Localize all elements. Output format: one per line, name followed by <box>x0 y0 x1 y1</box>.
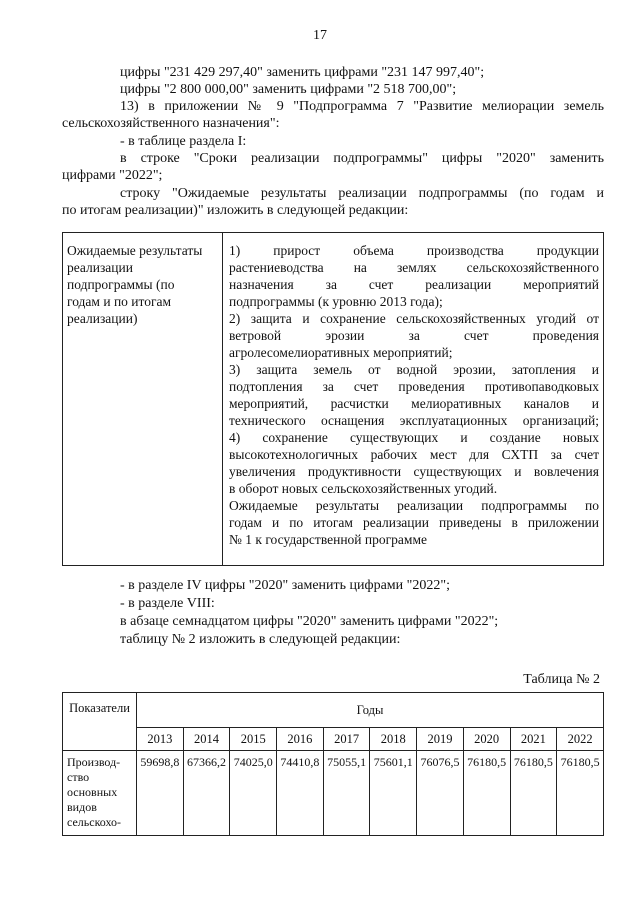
after-line-2: - в разделе VIII: <box>120 596 215 611</box>
label-line: годам и по итогам <box>67 294 172 309</box>
indicator-name-line: Производ- <box>67 755 121 769</box>
year-header-cell: 2015 <box>230 728 277 751</box>
content-line: 4) сохранение существующих и создание новых <box>229 430 599 445</box>
table-2-caption: Таблица № 2 <box>523 672 600 687</box>
year-header-cell: 2017 <box>323 728 370 751</box>
content-line: мероприятий, расчистки мелиоративных каналов и <box>229 396 599 411</box>
content-line: назначения за счет реализации мероприятий <box>229 277 599 292</box>
value-cell: 74025,0 <box>230 751 277 836</box>
indicator-name-line: сельскохо- <box>67 815 122 829</box>
expected-results-table <box>62 232 604 566</box>
page-number: 17 <box>313 28 327 43</box>
after-line-4: таблицу № 2 изложить в следующей редакции: <box>120 632 401 647</box>
intro-line-6b: по итогам реализации)" изложить в следующей редакции: <box>62 203 409 218</box>
value-cell: 67366,2 <box>183 751 230 836</box>
intro-line-5a: в строке "Сроки реализации подпрограммы" цифры "2020" заменить <box>120 151 604 166</box>
label-line: подпрограммы (по <box>67 277 175 292</box>
content-line: годам и по итогам реализации приведены в приложении <box>229 515 599 530</box>
label-line: Ожидаемые результаты <box>67 243 203 258</box>
after-line-3: в абзаце семнадцатом цифры "2020" заменить цифрами "2022"; <box>120 614 499 629</box>
value-cell: 76076,5 <box>417 751 464 836</box>
intro-line-2: цифры "2 800 000,00" заменить цифрами "2 518 700,00"; <box>120 82 457 97</box>
year-header-cell: 2014 <box>183 728 230 751</box>
year-header-cell: 2020 <box>463 728 510 751</box>
content-line: в оборот новых сельскохозяйственных угодий. <box>229 481 498 496</box>
indicators-header: Показатели <box>63 693 137 751</box>
years-header: Годы <box>137 693 604 728</box>
year-header-cell: 2016 <box>277 728 324 751</box>
content-line: Ожидаемые результаты реализации подпрограммы по <box>229 498 599 513</box>
indicator-name-cell <box>63 751 137 836</box>
year-header-cell: 2021 <box>510 728 557 751</box>
expected-results-label-cell <box>63 233 223 565</box>
indicator-name-line: видов <box>67 800 97 814</box>
value-cell: 76180,5 <box>510 751 557 836</box>
content-line: подпрограммы (к уровню 2013 года); <box>229 294 443 309</box>
label-line: реализации) <box>67 311 138 326</box>
indicators-by-year-table <box>62 692 604 836</box>
table-row <box>63 751 604 836</box>
intro-line-3a: 13) в приложении № 9 "Подпрограмма 7 "Развитие мелиорации земель <box>120 99 604 114</box>
content-line: технического оснащения эксплуатационных организаций; <box>229 413 599 428</box>
label-line: реализации <box>67 260 133 275</box>
expected-results-content-cell <box>223 233 603 565</box>
after-line-1: - в разделе IV цифры "2020" заменить цифрами "2022"; <box>120 578 450 593</box>
intro-line-1: цифры "231 429 297,40" заменить цифрами "231 147 997,40"; <box>120 65 485 80</box>
content-line: ветровой эрозии за счет проведения <box>229 328 599 343</box>
content-line: подтопления за счет проведения противопаводковых <box>229 379 599 394</box>
value-cell: 75055,1 <box>323 751 370 836</box>
intro-line-5b: цифрами "2022"; <box>62 168 163 183</box>
content-line: высокотехнологичных рабочих мест для СХТП за счет <box>229 447 599 462</box>
content-line: увеличения продуктивности существующих и вовлечения <box>229 464 599 479</box>
intro-line-4: - в таблице раздела I: <box>120 134 247 149</box>
value-cell: 75601,1 <box>370 751 417 836</box>
indicator-name-line: ство <box>67 770 90 784</box>
indicator-name-line: основных <box>67 785 118 799</box>
expected-results-label <box>67 242 221 327</box>
year-header-cell: 2022 <box>557 728 604 751</box>
content-line: № 1 к государственной программе <box>229 532 427 547</box>
year-header-cell: 2013 <box>137 728 184 751</box>
year-header-cell: 2018 <box>370 728 417 751</box>
expected-results-content <box>229 242 599 548</box>
year-header-cell: 2019 <box>417 728 464 751</box>
value-cell: 74410,8 <box>277 751 324 836</box>
content-line: агролесомелиоративных мероприятий; <box>229 345 453 360</box>
intro-line-6a: строку "Ожидаемые результаты реализации подпрограммы (по годам и <box>120 186 604 201</box>
value-cell: 59698,8 <box>137 751 184 836</box>
value-cell: 76180,5 <box>557 751 604 836</box>
value-cell: 76180,5 <box>463 751 510 836</box>
content-line: растениеводства на землях сельскохозяйственного <box>229 260 599 275</box>
content-line: 1) прирост объема производства продукции <box>229 243 599 258</box>
content-line: 3) защита земель от водной эрозии, затопления и <box>229 362 599 377</box>
content-line: 2) защита и сохранение сельскохозяйственных угодий от <box>229 311 599 326</box>
intro-line-3b: сельскохозяйственного назначения": <box>62 116 280 131</box>
